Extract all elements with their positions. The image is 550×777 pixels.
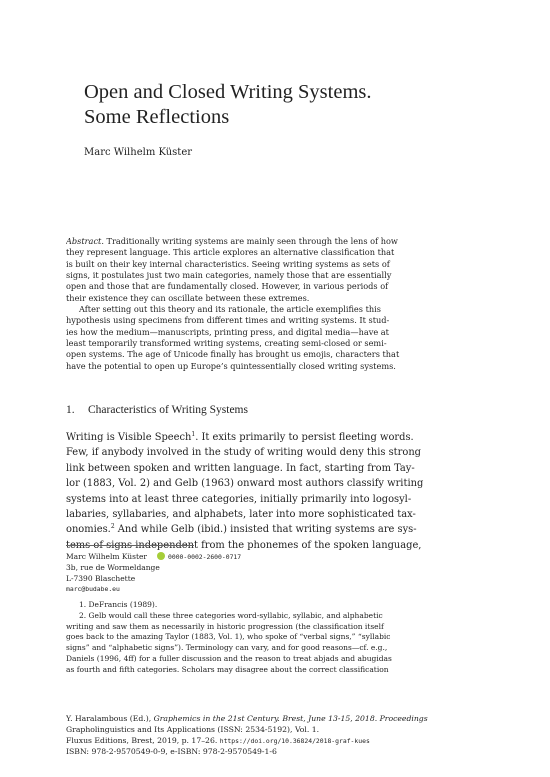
contact-name: Marc Wilhelm Küster — [66, 552, 148, 561]
body-line: labaries, syllabaries, and alphabets, later into more sophisticated tax- — [66, 509, 416, 521]
abstract-line: have the potential to open up Europe’s quintessentially closed writing systems. — [66, 360, 396, 371]
author-name: Marc Wilhelm Küster — [84, 147, 193, 158]
section-heading — [66, 404, 248, 416]
body-line: Writing is Visible Speech$^1$. It exits primarily to persist fleeting words. — [66, 431, 414, 443]
abstract-line: they represent language. This article explores an alternative classification that — [66, 247, 395, 258]
body-line: link between spoken and written language. In fact, starting from Tay- — [66, 462, 415, 474]
proceedings-title: Graphemics in the 21st Century. Brest, June 13-15, 2018. Proceedings — [153, 714, 428, 723]
body-line: systems into at least three categories, initially primarily into logosyl- — [66, 493, 412, 505]
isbn-info: ISBN: 978-2-9570549-0-9, e-ISBN: 978-2-9570549-1-6 — [66, 746, 277, 756]
body-line: tems of signs independent from the phonemes of the spoken language, — [66, 539, 422, 551]
abstract-label: Abstract. — [66, 236, 104, 246]
orcid-id[interactable]: 0000-0002-2600-0717 — [168, 553, 242, 561]
footnote-2-line: signs” and “alphabetic signs”). Terminology can vary, and for good reasons—cf. e.g., — [66, 643, 388, 653]
abstract-line: ies how the medium—manuscripts, printing press, and digital media—have at — [66, 326, 389, 337]
section-number: 1. — [66, 404, 75, 416]
abstract-line: hypothesis using specimens from different times and writing systems. It stud- — [66, 315, 390, 326]
title-line-2: Some Reflections — [84, 106, 230, 128]
paper-title — [84, 80, 484, 130]
footnotes — [66, 600, 484, 676]
author-contact — [66, 552, 241, 595]
abstract-line: Abstract. Traditionally writing systems are mainly seen through the lens of how — [66, 236, 398, 246]
footnote-ref-1[interactable]: 1 — [191, 431, 196, 438]
body-line: lor (1883, Vol. 2) and Gelb (1963) onward most authors classify writing — [66, 478, 424, 490]
body-text — [66, 430, 484, 553]
contact-street: 3b, rue de Wormeldange — [66, 562, 160, 572]
title-line-1: Open and Closed Writing Systems. — [84, 81, 372, 103]
footnote-ref-2[interactable]: 2 — [110, 523, 115, 531]
abstract — [66, 236, 484, 372]
abstract-line: After setting out this theory and its rationale, the article exemplifies this — [79, 304, 381, 315]
abstract-line: open and those that are fundamentally closed. However, in various periods of — [66, 281, 389, 292]
publisher-info: Fluxus Editions, Brest, 2019, p. 17–26. — [66, 735, 220, 745]
footnote-1: 1. DeFrancis (1989). — [79, 600, 158, 609]
footnote-2-line: goes back to the amazing Taylor (1883, Vol. 1), who spoke of “verbal signs,” “syllabic — [66, 632, 391, 642]
body-line: Few, if anybody involved in the study of writing would deny this strong — [66, 447, 421, 459]
contact-city: L-7390 Blaschette — [66, 573, 136, 583]
section-title: Characteristics of Writing Systems — [88, 404, 248, 416]
publication-imprint: Y. Haralambous (Ed.), Graphemics in the 21st Century. Brest, June 13-15, 2018. Proceedings Grapholinguistics and Its Applications (ISSN: 2534-5192), Vol. 1. Fluxus Editions, Brest, 2019, p. 17–26. https://doi.org/10.36824/2018-graf-kues ISBN: 978-2-9570549-0-9, e-ISBN: 978-2-9570549-1-6 — [66, 714, 484, 758]
contact-email[interactable]: marc@budabe.eu — [66, 585, 120, 594]
abstract-line: their existence they can oscillate between these extremes. — [66, 292, 310, 303]
orcid-icon[interactable] — [157, 552, 165, 560]
body-line: onomies.$^2$ And while Gelb (ibid.) insisted that writing systems are sys- — [66, 523, 417, 536]
abstract-line: least temporarily transformed writing systems, creating semi-closed or semi- — [66, 338, 387, 349]
footnote-2-line: 2. Gelb would call these three categories word-syllabic, syllabic, and alphabetic — [79, 610, 383, 620]
footnote-2-line: writing and saw them as necessarily in historic progression (the classification itself — [66, 621, 384, 631]
abstract-line: signs, it postulates just two main categories, namely those that are essentially — [66, 270, 392, 281]
series-info: Grapholinguistics and Its Applications (ISSN: 2534-5192), Vol. 1. — [66, 724, 320, 734]
abstract-line: is built on their key internal characteristics. Seeing writing systems as sets of — [66, 258, 390, 269]
footnote-2-line: as fourth and fifth categories. Scholars may disagree about the correct classification — [66, 664, 389, 674]
abstract-line: open systems. The age of Unicode finally has brought us emojis, characters that — [66, 349, 400, 360]
doi-link[interactable]: https://doi.org/10.36824/2018-graf-kues — [219, 736, 370, 745]
footnote-2-line: Daniels (1996, 4ff) for a fuller discussion and the reason to treat abjads and abugidas — [66, 653, 392, 663]
footnote-divider — [66, 545, 194, 546]
